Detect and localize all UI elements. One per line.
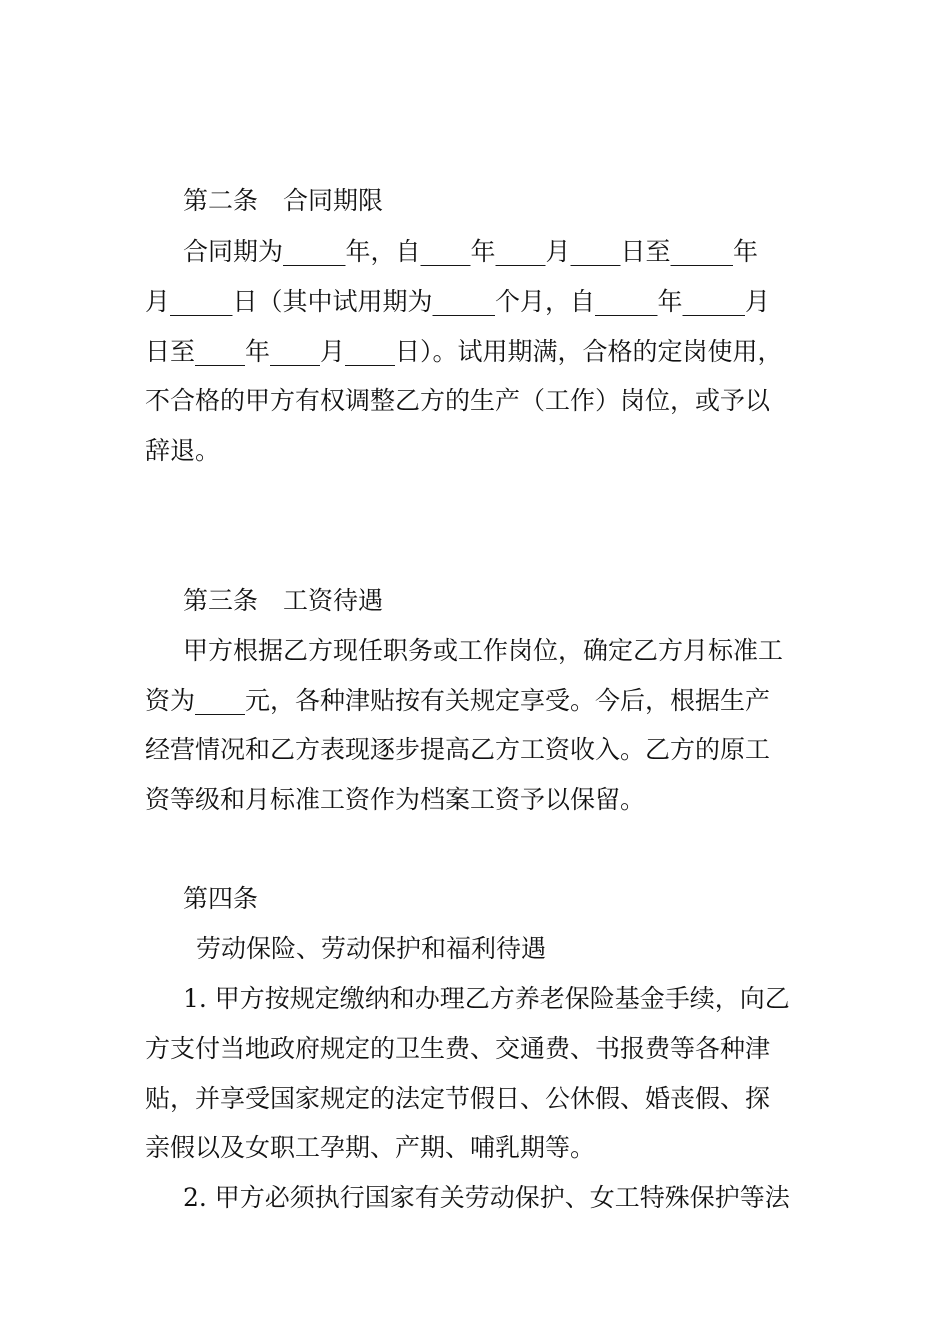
article-3-line-4: 资等级和月标准工资作为档案工资予以保留。	[145, 785, 646, 814]
article-4-item-1-line-2: 方支付当地政府规定的卫生费、交通费、书报费等各种津	[145, 1034, 771, 1063]
article-4-item-1-line-4: 亲假以及女职工孕期、产期、哺乳期等。	[145, 1133, 596, 1162]
article-4-item-1-line-3: 贴，并享受国家规定的法定节假日、公休假、婚丧假、探	[145, 1084, 771, 1113]
article-2-line-2: 月_____日（其中试用期为_____个月，自_____年_____月	[145, 287, 771, 316]
article-2-line-4: 不合格的甲方有权调整乙方的生产（工作）岗位，或予以	[145, 386, 771, 415]
article-4-subheading: 劳动保险、劳动保护和福利待遇	[196, 934, 547, 963]
article-4-item-1-line-1: 1. 甲方按规定缴纳和办理乙方养老保险基金手续，向乙	[183, 984, 790, 1013]
article-2-line-1: 合同期为_____年，自____年____月____日至_____年	[183, 237, 759, 266]
article-4-item-2-line-1: 2. 甲方必须执行国家有关劳动保护、女工特殊保护等法	[183, 1183, 790, 1212]
article-4-heading: 第四条	[183, 884, 259, 913]
article-2-line-3: 日至____年____月____日）。试用期满，合格的定岗使用，	[145, 337, 783, 366]
article-3-heading: 第三条 工资待遇	[183, 586, 384, 615]
article-3-line-3: 经营情况和乙方表现逐步提高乙方工资收入。乙方的原工	[145, 735, 771, 764]
article-3-line-2: 资为____元，各种津贴按有关规定享受。今后，根据生产	[145, 686, 771, 715]
article-2-line-5: 辞退。	[145, 436, 221, 465]
article-3-line-1: 甲方根据乙方现任职务或工作岗位，确定乙方月标准工	[183, 636, 784, 665]
article-2-heading: 第二条 合同期限	[183, 186, 384, 215]
